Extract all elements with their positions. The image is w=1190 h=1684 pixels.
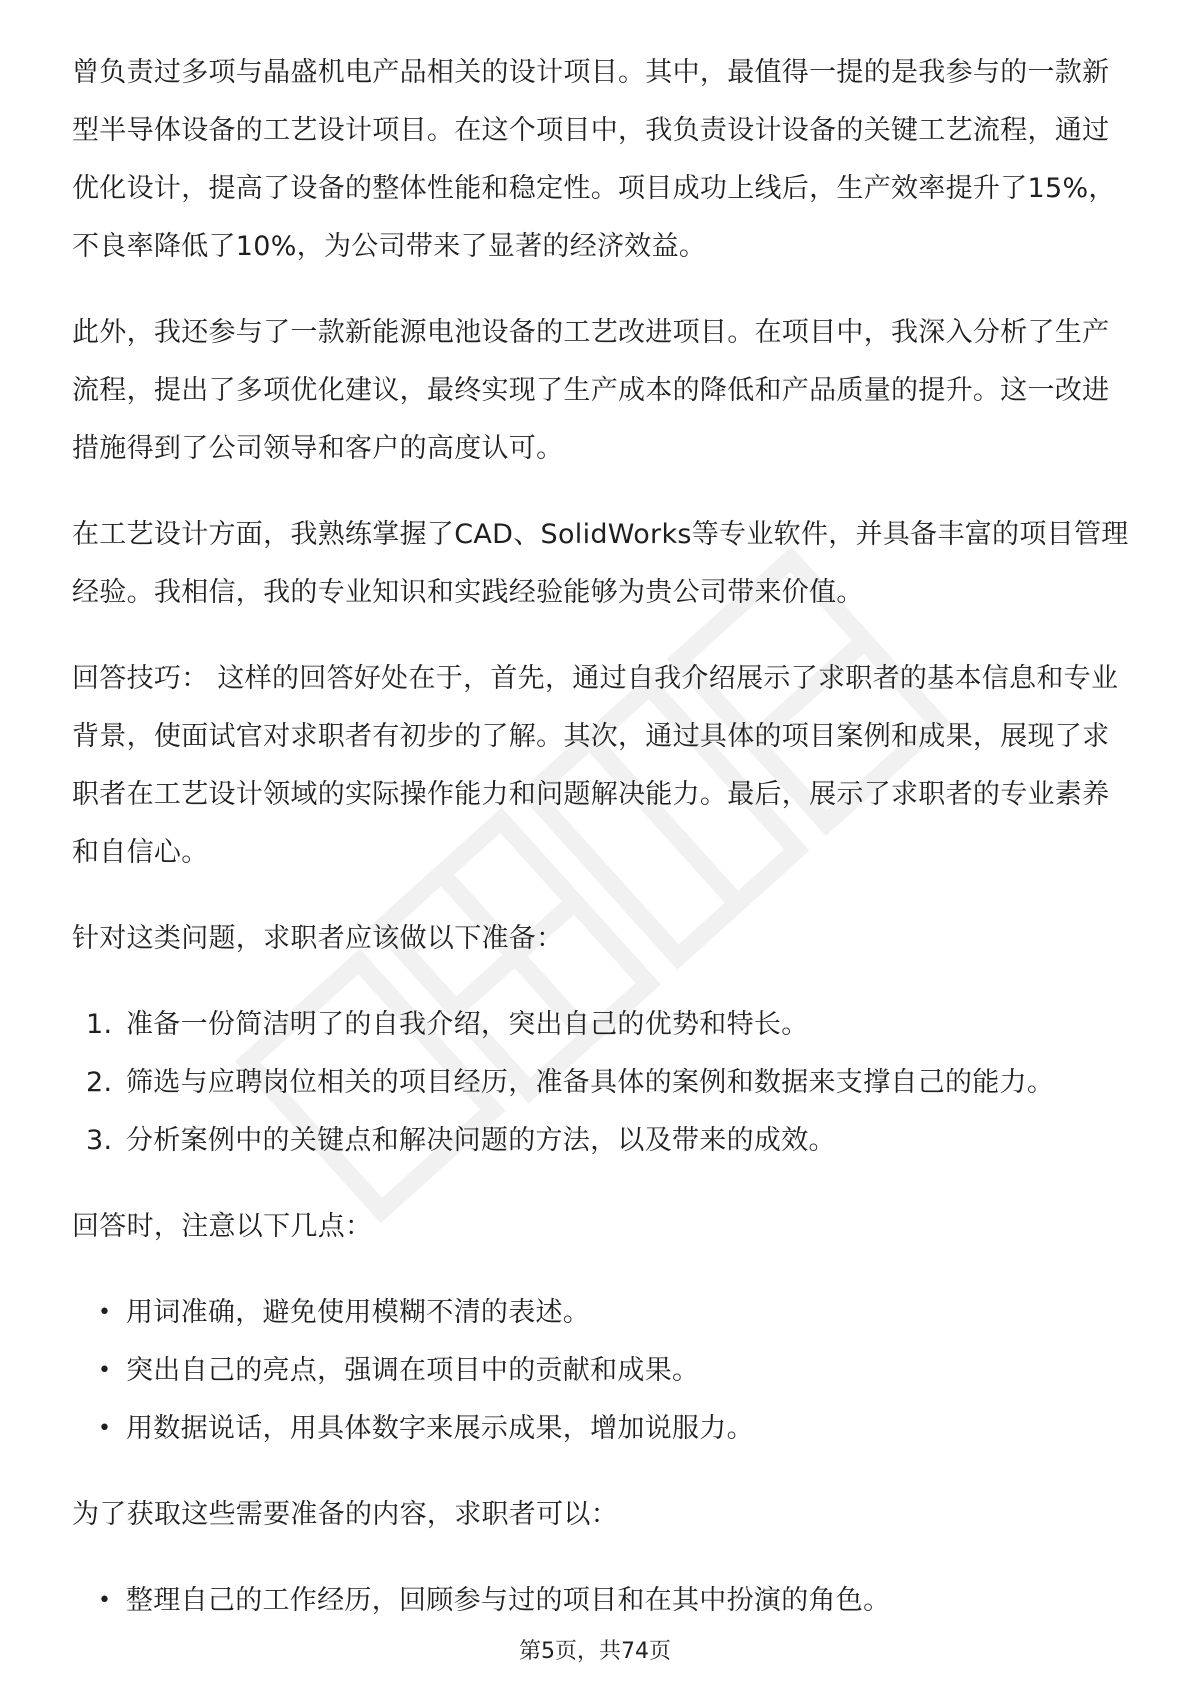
- document-body: [72, 44, 1132, 1658]
- paragraph-answer-notes: 回答时，注意以下几点：: [72, 1211, 373, 1242]
- list-item: [72, 1112, 1132, 1170]
- prepare-bullet-list: [72, 1572, 1132, 1630]
- bullet-icon: •: [98, 1416, 112, 1441]
- list-item-text: 用词准确，避免使用模糊不清的表述。: [126, 1297, 591, 1328]
- bullet-icon: •: [98, 1300, 112, 1325]
- list-item-text: 用数据说话，用具体数字来展示成果，增加说服力。: [126, 1413, 754, 1444]
- paragraph-answer-tips: 回答技巧： 这样的回答好处在于，首先，通过自我介绍展示了求职者的基本信息和专业背景，使面试官对求职者有初步的了解。其次，通过具体的项目案例和成果，展现了求职者在工艺设计领域的实际操作能力和问题解决能力。最后，展示了求职者的专业素养和自信心。: [72, 663, 1119, 868]
- list-item-text: 突出自己的亮点，强调在项目中的贡献和成果。: [126, 1355, 700, 1386]
- paragraph-project-experience: 曾负责过多项与晶盛机电产品相关的设计项目。其中，最值得一提的是我参与的一款新型半导体设备的工艺设计项目。在这个项目中，我负责设计设备的关键工艺流程，通过优化设计，提高了设备的整体性能和稳定性。项目成功上线后，生产效率提升了15%，不良率降低了10%，为公司带来了显著的经济效益。: [72, 57, 1116, 262]
- paragraph-battery-project: 此外，我还参与了一款新能源电池设备的工艺改进项目。在项目中，我深入分析了生产流程，提出了多项优化建议，最终实现了生产成本的降低和产品质量的提升。这一改进措施得到了公司领导和客户的高度认可。: [72, 317, 1110, 464]
- list-item: [72, 1400, 1132, 1458]
- list-item-text: 准备一份简洁明了的自我介绍，突出自己的优势和特长。: [126, 1009, 809, 1040]
- list-item: [72, 1054, 1132, 1112]
- list-marker: 3.: [86, 1125, 113, 1156]
- answer-notes-bullet-list: [72, 1284, 1132, 1458]
- list-item-text: 分析案例中的关键点和解决问题的方法，以及带来的成效。: [126, 1125, 836, 1156]
- list-item: [72, 1342, 1132, 1400]
- list-marker: 2.: [86, 1067, 113, 1098]
- list-item-text: 筛选与应聘岗位相关的项目经历，准备具体的案例和数据来支撑自己的能力。: [126, 1067, 1055, 1098]
- list-marker: 1.: [86, 1009, 113, 1040]
- list-item-text: 整理自己的工作经历，回顾参与过的项目和在其中扮演的角色。: [126, 1585, 891, 1616]
- paragraph-preparation-intro: 针对这类问题，求职者应该做以下准备：: [72, 923, 564, 954]
- bullet-icon: •: [98, 1358, 112, 1383]
- list-item: [72, 996, 1132, 1054]
- preparation-numbered-list: [72, 996, 1132, 1170]
- list-item: [72, 1572, 1132, 1630]
- list-item: [72, 1284, 1132, 1342]
- bullet-icon: •: [98, 1588, 112, 1613]
- paragraph-prepare-content: 为了获取这些需要准备的内容，求职者可以：: [72, 1499, 618, 1530]
- paragraph-software-skills: 在工艺设计方面，我熟练掌握了CAD、SolidWorks等专业软件，并具备丰富的项目管理经验。我相信，我的专业知识和实践经验能够为贵公司带来价值。: [72, 519, 1129, 608]
- page-number-footer: 第5页，共74页: [519, 1639, 671, 1664]
